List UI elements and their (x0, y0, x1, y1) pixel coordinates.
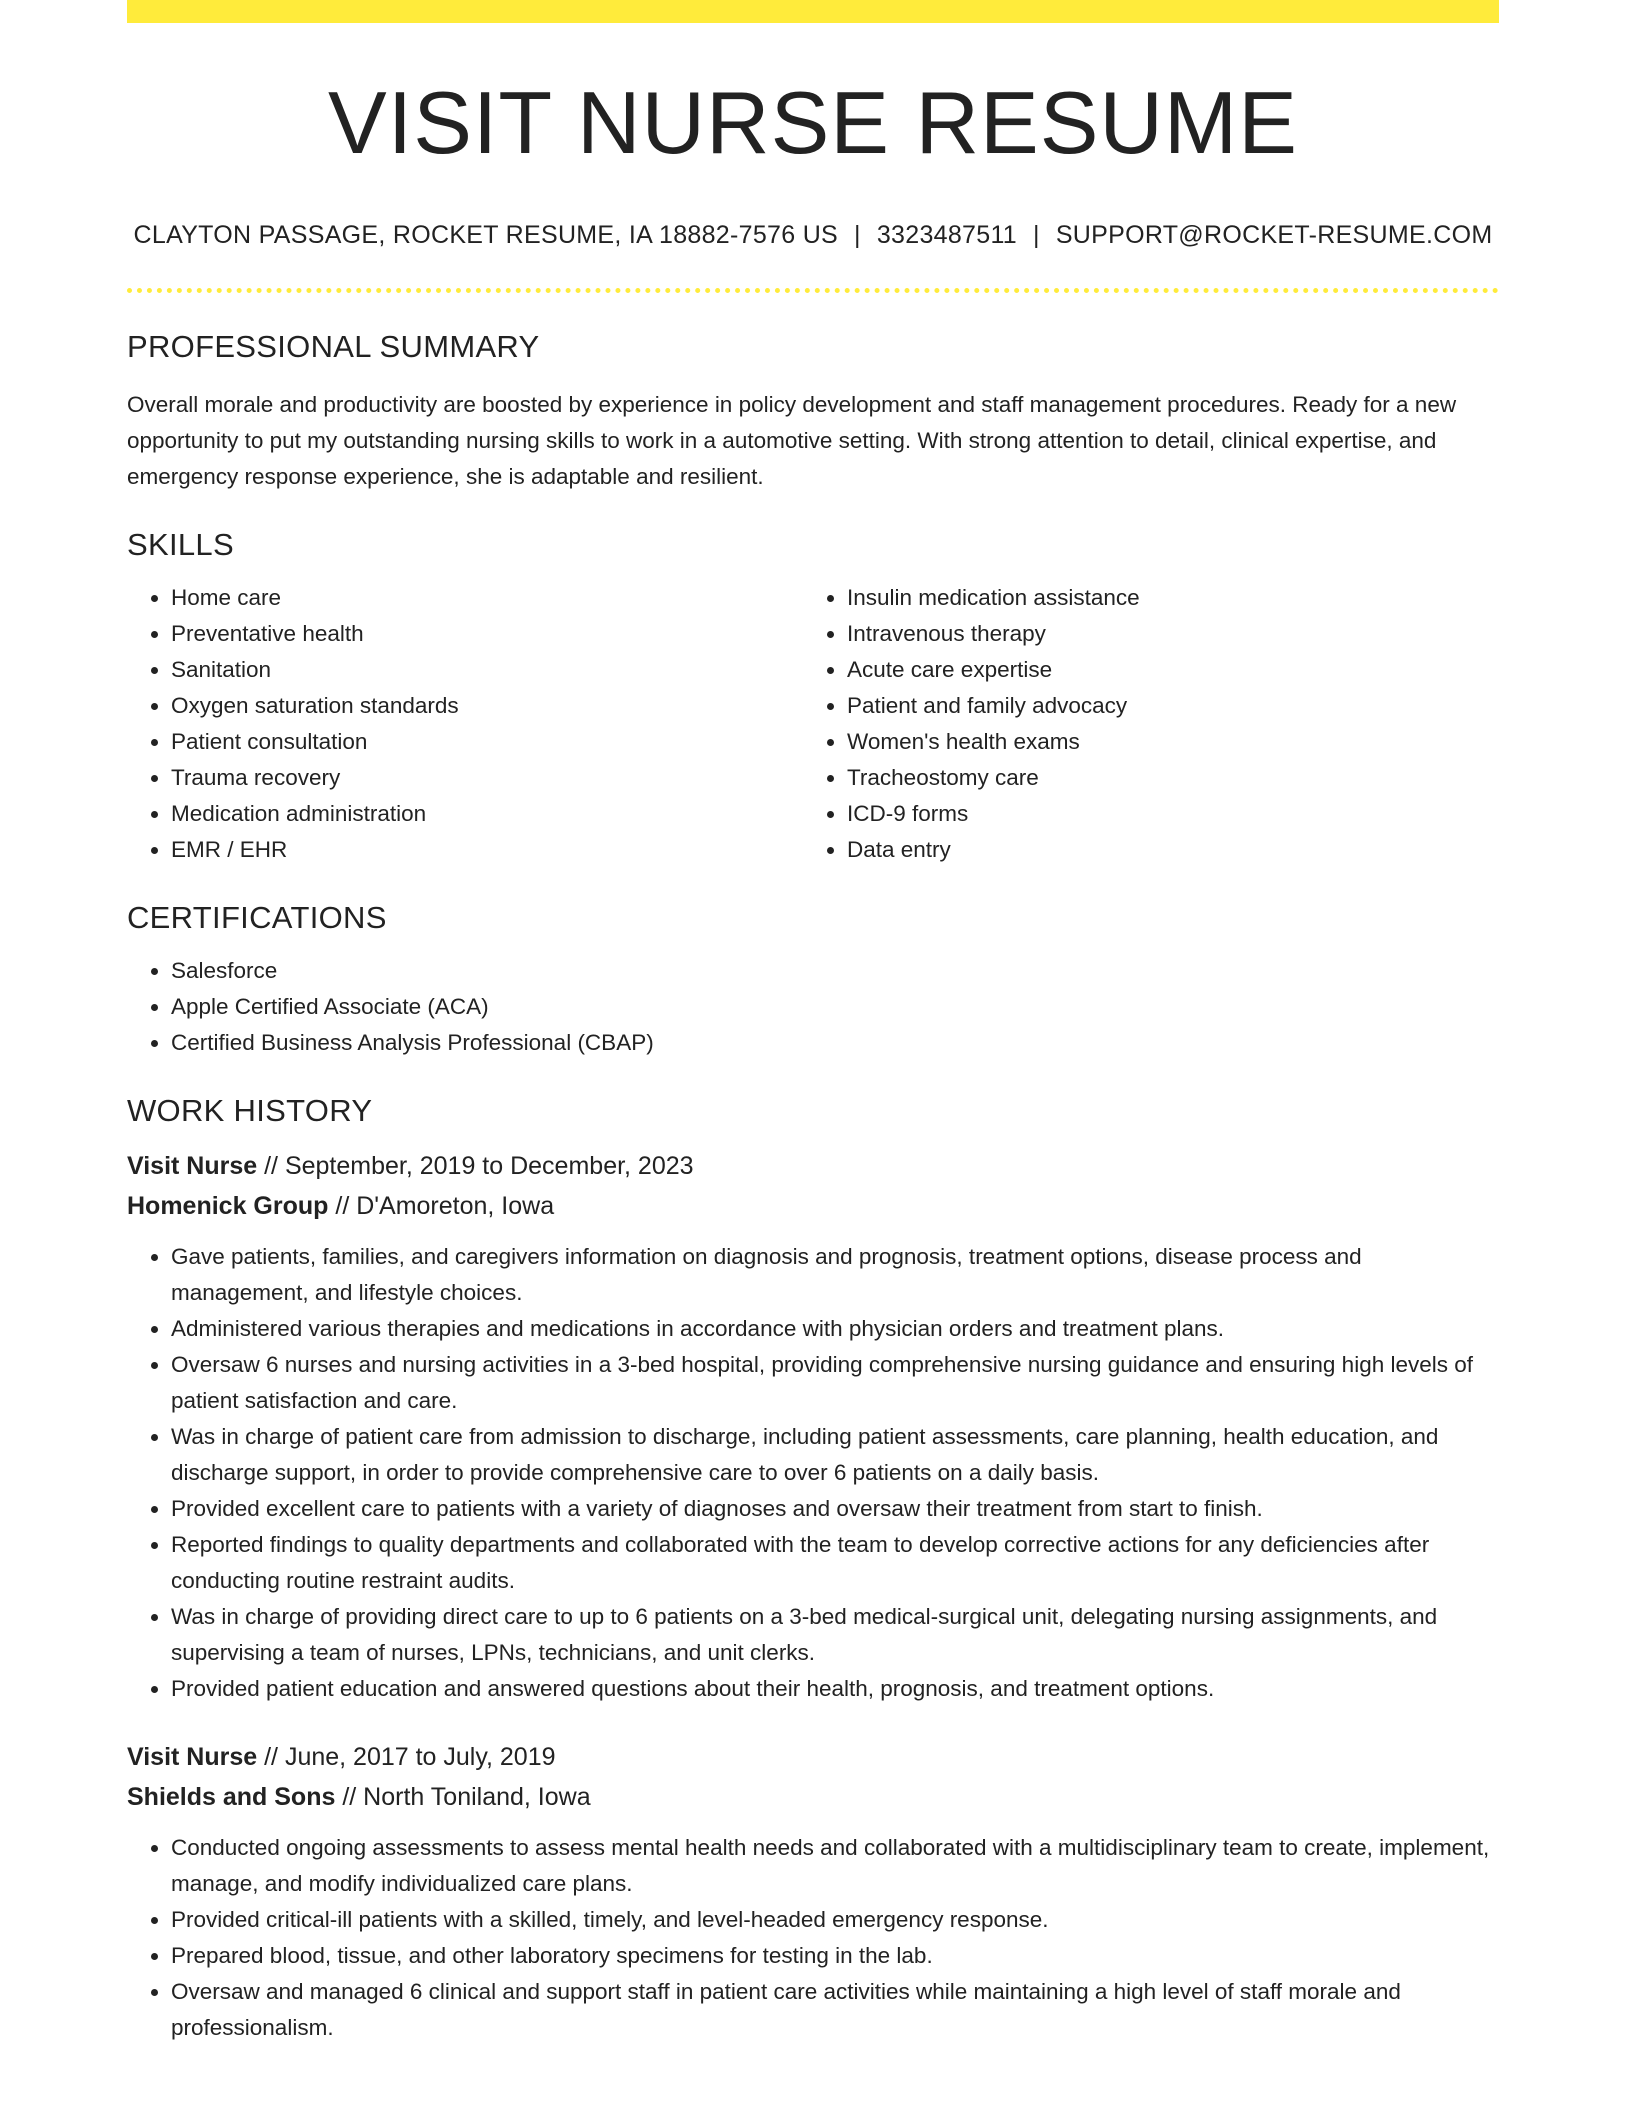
skill-item: • Patient consultation (171, 724, 803, 760)
skill-item: • EMR / EHR (171, 832, 803, 868)
skill-item: • ICD-9 forms (847, 796, 1499, 832)
section-heading-skills: SKILLS (127, 527, 234, 562)
skill-item: • Patient and family advocacy (847, 688, 1499, 724)
skills-list-right (803, 580, 1499, 868)
skills-column-left (127, 580, 803, 868)
job-bullet: • Reported findings to quality departments and collaborated with the team to develop corrective actions for any deficiencies after conducting routine restraint audits. (171, 1527, 1499, 1599)
skill-item: • Sanitation (171, 652, 803, 688)
job-company: Homenick Group (127, 1192, 329, 1220)
job-bullets (127, 1830, 1499, 2046)
job-bullet: • Was in charge of patient care from admission to discharge, including patient assessments, care planning, health education, and discharge support, in order to provide comprehensive care to over 6 patients on a daily basis. (171, 1419, 1499, 1491)
skills-list-left (127, 580, 803, 868)
job-bullet: • Provided patient education and answered questions about their health, prognosis, and treatment options. (171, 1671, 1499, 1707)
job-title: Visit Nurse (127, 1152, 258, 1180)
skills-columns (127, 580, 1499, 868)
job-company-line (127, 1186, 1499, 1226)
skill-item: • Intravenous therapy (847, 616, 1499, 652)
job-location: // North Toniland, Iowa (335, 1783, 591, 1811)
job-bullet: • Provided excellent care to patients with a variety of diagnoses and oversaw their treatment from start to finish. (171, 1491, 1499, 1527)
job-bullet: • Gave patients, families, and caregivers information on diagnosis and prognosis, treatment options, disease process and management, and lifestyle choices. (171, 1239, 1499, 1311)
job-dates: // September, 2019 to December, 2023 (257, 1152, 694, 1180)
job-bullet: • Oversaw and managed 6 clinical and support staff in patient care activities while maintaining a high level of staff morale and professionalism. (171, 1974, 1499, 2046)
skill-item: • Women's health exams (847, 724, 1499, 760)
job-bullet: • Was in charge of providing direct care to up to 6 patients on a 3-bed medical-surgical unit, delegating nursing assignments, and supervising a team of nurses, LPNs, technicians, and unit clerks. (171, 1599, 1499, 1671)
job-entry (127, 1737, 1499, 2046)
job-bullet: • Oversaw 6 nurses and nursing activities in a 3-bed hospital, providing comprehensive nursing guidance and ensuring high levels of patient satisfaction and care. (171, 1347, 1499, 1419)
section-heading-certifications: CERTIFICATIONS (127, 900, 387, 935)
certifications-section (127, 902, 1499, 1061)
section-heading-summary: PROFESSIONAL SUMMARY (127, 329, 540, 364)
job-bullet: • Conducted ongoing assessments to assess mental health needs and collaborated with a multidisciplinary team to create, implement, manage, and modify individualized care plans. (171, 1830, 1499, 1902)
job-title-line (127, 1146, 1499, 1186)
skill-item: • Trauma recovery (171, 760, 803, 796)
job-title-line (127, 1737, 1499, 1777)
skill-item: • Oxygen saturation standards (171, 688, 803, 724)
skill-item: • Tracheostomy care (847, 760, 1499, 796)
work-history-section (127, 1095, 1499, 2046)
skill-item: • Insulin medication assistance (847, 580, 1499, 616)
contact-phone: 3323487511 (876, 221, 1018, 249)
job-location: // D'Amoreton, Iowa (328, 1192, 555, 1220)
job-bullets (127, 1239, 1499, 1707)
job-company-line (127, 1777, 1499, 1817)
contact-separator: | (1033, 221, 1040, 249)
certifications-list (127, 953, 1499, 1061)
accent-top-bar (127, 0, 1499, 23)
job-bullet: • Prepared blood, tissue, and other laboratory specimens for testing in the lab. (171, 1938, 1499, 1974)
certification-item: • Certified Business Analysis Professional (CBAP) (171, 1025, 1499, 1061)
skill-item: • Acute care expertise (847, 652, 1499, 688)
job-bullet: • Administered various therapies and medications in accordance with physician orders and treatment plans. (171, 1311, 1499, 1347)
skill-item: • Medication administration (171, 796, 803, 832)
contact-line (127, 223, 1499, 248)
certification-item: • Apple Certified Associate (ACA) (171, 989, 1499, 1025)
resume-page (127, 0, 1499, 2046)
job-company: Shields and Sons (127, 1783, 336, 1811)
contact-email[interactable]: SUPPORT@ROCKET-RESUME.COM (1055, 221, 1493, 249)
summary-text: Overall morale and productivity are boosted by experience in policy development and staff management procedures. Ready for a new opportunity to put my outstanding nursing skills to work in a automotive setting. With strong attention to detail, clinical expertise, and emergency response experience, she is adaptable and resilient. (127, 392, 1457, 489)
skill-item: • Home care (171, 580, 803, 616)
skills-column-right (803, 580, 1499, 868)
skills-section (127, 529, 1499, 868)
summary-section (127, 331, 1499, 495)
skill-item: • Data entry (847, 832, 1499, 868)
skill-item: • Preventative health (171, 616, 803, 652)
job-dates: // June, 2017 to July, 2019 (257, 1743, 556, 1771)
job-entry (127, 1146, 1499, 1707)
contact-address: CLAYTON PASSAGE, ROCKET RESUME, IA 18882-7576 US (133, 221, 839, 249)
resume-title: VISIT NURSE RESUME (328, 73, 1298, 172)
job-title: Visit Nurse (127, 1743, 258, 1771)
section-heading-work-history: WORK HISTORY (127, 1093, 373, 1128)
certification-item: • Salesforce (171, 953, 1499, 989)
contact-separator: | (854, 221, 861, 249)
dotted-divider (127, 288, 1499, 293)
job-bullet: • Provided critical-ill patients with a skilled, timely, and level-headed emergency response. (171, 1902, 1499, 1938)
